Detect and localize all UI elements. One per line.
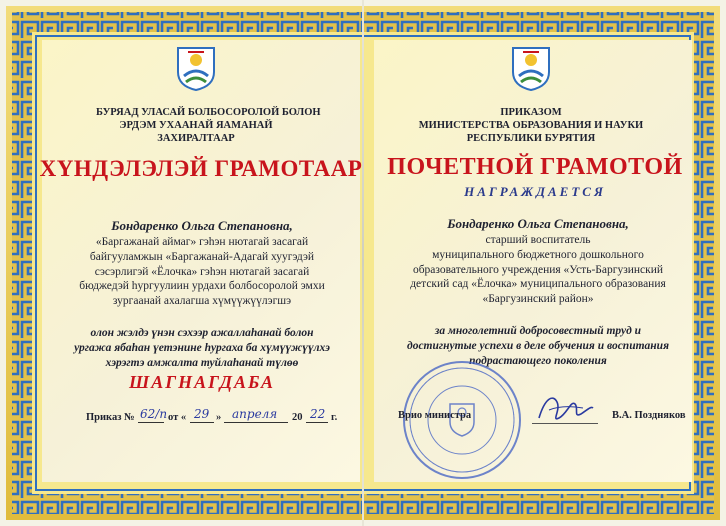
right-reason-line1: за многолетний добросовестный труд и [434,325,642,337]
order-prefix: Приказ № [86,412,135,423]
order-year-prefix: 20 [292,412,303,423]
order-from: от « [168,412,187,423]
order-number: 62/п [140,407,168,421]
signature-title: Врио министра [398,410,472,421]
right-reason-line2: достигнутые успехи в деле обучения и воспитания [407,340,669,352]
left-body-line2: байгууламжын «Баргажанай-Адагай хуугэдэй [89,251,315,263]
right-body-line2: муниципального бюджетного дошкольного [432,249,644,261]
left-awarded: ШАГНАГДАБА [129,372,275,392]
left-body-line3: сэсэрлигэй «Ёлочка» гэһэн нютагай засагай [94,266,310,278]
right-body-line5: «Баргузинский район» [482,293,594,305]
left-body-line4: бюджедэй һургуулиин урдахи болбосоролой эмхи [79,280,325,292]
right-org-header-line3: РЕСПУБЛИКИ БУРЯТИЯ [466,133,596,144]
order-month: апреля [232,407,278,421]
order-day: 29 [194,407,210,421]
left-recipient-name: Бондаренко Ольга Степановна, [111,218,293,233]
right-org-header-line1: ПРИКАЗОМ [500,107,562,118]
coat-of-arms-icon [509,42,553,92]
left-body-line5: зургаанай ахалагша хүмүүжүүлэгшэ [112,295,292,307]
right-title: ПОЧЕТНОЙ ГРАМОТОЙ [387,154,683,180]
left-body-line1: «Баргажанай аймаг» гэһэн нютагай засагай [95,236,309,248]
right-reason-line3: подрастающего поколения [469,355,607,367]
order-year-suffix: г. [331,412,338,423]
right-subtitle: НАГРАЖДАЕТСЯ [464,184,606,199]
left-title: ХҮНДЭЛЭЛЭЙ ГРАМОТААР [39,156,363,181]
right-org-header-line2: МИНИСТЕРСТВА ОБРАЗОВАНИЯ И НАУКИ [418,120,644,131]
signature-line [532,423,598,424]
right-body-line1: старший воспитатель [485,234,591,246]
order-close-quote: » [216,412,222,423]
left-reason-line3: хэрэгтэ амжалта туйлаһанай түлөө [105,357,299,369]
right-body-line4: детский сад «Ёлочка» муниципального образования [410,278,666,290]
left-reason-line2: ургажа ябаһан үетэнине һургаха ба хүмүүжүүлхэ [74,342,330,354]
order-day-line [190,422,214,423]
right-body-line3: образовательного учреждения «Усть-Баргузинский [412,264,664,276]
left-org-header-line1: БУРЯАД УЛАСАЙ БОЛБОСОРОЛОЙ БОЛОН [96,107,321,118]
order-year-line [306,422,328,423]
order-month-line [224,422,288,423]
order-year: 22 [310,407,326,421]
coat-of-arms-icon [174,42,218,92]
left-org-header-line2: ЭРДЭМ УХААНАЙ ЯАМАНАЙ [119,120,273,131]
left-org-header-line3: ЗАХИРАЛТААР [157,133,235,144]
signature-name: В.А. Поздняков [612,410,686,421]
left-reason-line1: олон жэлдэ үнэн сэхээр ажаллаһанай болон [90,327,314,339]
fold-line [362,0,364,526]
signature-icon [535,388,595,428]
order-number-line [138,422,164,423]
right-recipient-name: Бондаренко Ольга Степановна, [447,216,629,231]
